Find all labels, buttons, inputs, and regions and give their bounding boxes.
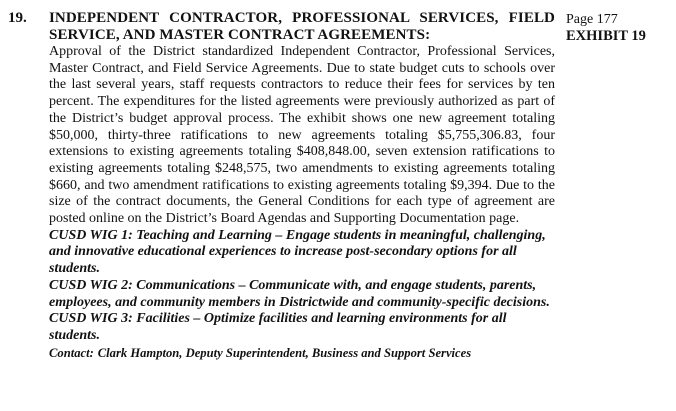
contact-label: Contact: [49,345,94,360]
wig-3: CUSD WIG 3: Facilities – Optimize facilities and learning environments for all students. [49,311,507,343]
wig-1: CUSD WIG 1: Teaching and Learning – Engage students in meaningful, challenging, and innovative educational experiences to increase post-secondary options for all students. [49,227,546,277]
page-reference [566,11,646,45]
item-number: 19. [8,10,27,26]
page-number: Page 177 [566,12,618,27]
item-title: INDEPENDENT CONTRACTOR, PROFESSIONAL SERVICES, FIELD SERVICE, AND MASTER CONTRACT AGREEMENTS: [49,10,555,43]
wig-2: CUSD WIG 2: Communications – Communicate with, and engage students, parents, employees, and community members in Districtwide and community-specific decisions. [49,277,550,310]
item-description: Approval of the District standardized Independent Contractor, Professional Services, Master Contract, and Field Service Agreements. Due to state budget cuts to schools over the last several years, staff requests contractors to reduce their fees for services by ten percent. The expenditures for the listed agreements were previously authorized as part of the District’s budget approval process. The exhibit shows one new agreement totaling $50,000, thirty-three ratifications to new agreements totaling $5,755,306.83, four extensions to existing agreements totaling $408,848.00, seven extension ratifications to existing agreements totaling $248,575, two amendments to existing agreements totaling $660, and two amendment ratifications to existing agreements totaling $9,394. Due to the size of the contract documents, the General Conditions for each type of agreement are posted online on the District’s Board Agendas and Supporting Documentation page. [49,44,555,227]
contact-line [49,345,555,361]
exhibit-label: EXHIBIT 19 [566,28,646,44]
agenda-item [49,10,555,361]
contact-name: Clark Hampton, Deputy Superintendent, Business and Support Services [97,345,472,360]
